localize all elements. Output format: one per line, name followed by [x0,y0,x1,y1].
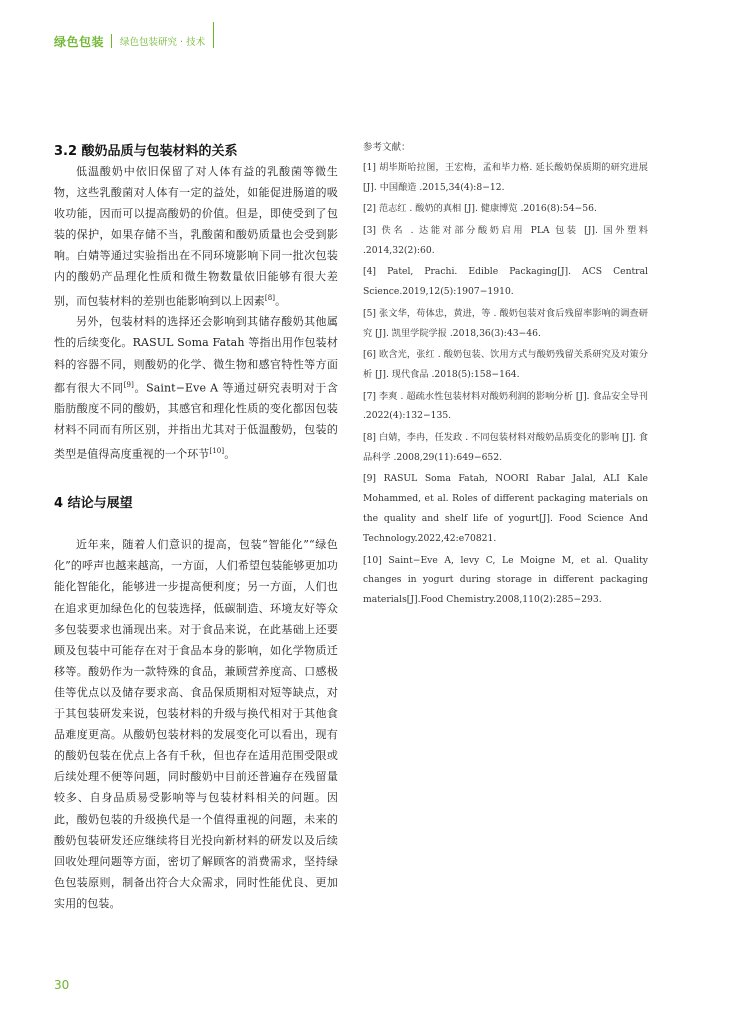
paragraph-2-end: 。 [224,447,236,461]
references-column [363,137,648,612]
references-title: 参考文献： [363,142,411,153]
reference-item: [6] 欧含光，张红 . 酸奶包装、饮用方式与酸奶残留关系研究及对策分析 [J]. 现代食品 .2018(5):158−164. [363,349,648,381]
section-heading-3-2: 3.2 酸奶品质与包装材料的关系 [54,144,238,159]
paragraph-2-middle: 。Saint−Eve A 等通过研究表明对于含脂肪酸度不同的酸奶，其感官和理化性质的变化都因包装材料不同而有所区别，并指出尤其对于低温酸奶，包装的类型是值得高度重视的一个环节 [54,381,338,461]
reference-item: [1] 胡毕斯哈拉图，王宏梅，孟和毕力格. 延长酸奶保质期的研究进展 [J]. 中国酿造 .2015,34(4):8−12. [363,162,648,193]
page-number: 30 [54,978,70,992]
citation-8: [8] [264,293,276,302]
reference-item: [7] 李爽 . 超疏水性包装材料对酸奶利润的影响分析 [J]. 食品安全导刊 .2022(4):132−135. [363,390,648,422]
section-heading-4: 4 结论与展望 [54,496,133,512]
running-header [54,31,205,51]
section-label: 绿色包装研究 · 技术 [120,37,206,48]
paragraph-2 [54,311,338,464]
reference-item: [9] RASUL Soma Fatah, NOORI Rabar Jalal, ALI Kale Mohammed, et al. Roles of different packaging materials on the quality and shelf life of yogurt[J]. Food Science And Technology.2022,42:e70821. [363,473,648,545]
citation-9: [9] [123,380,134,389]
reference-item: [4] Patel, Prachi. Edible Packaging[J]. ACS Central Science.2019,12(5):1907−1910. [363,266,648,298]
journal-logo: 绿色包装 [54,34,105,49]
header-rule [213,22,214,48]
paragraph-1-text: 低温酸奶中依旧保留了对人体有益的乳酸菌等微生物，这些乳酸菌对人体有一定的益处，如能促进肠道的吸收功能，因而可以提高酸奶的价值。但是，即使受到了包装的保护，如果存储不当，乳酸菌和酸奶质量也会受到影响。白婧等通过实验指出在不同环境影响下同一批次包装内的酸奶产品理化性质和微生物数量依旧能够有很大差别，而包装材料的差别也能影响到以上因素 [54,165,338,308]
reference-item: [5] 张文华，苟体忠，黄进，等 . 酸奶包装对食后残留率影响的调查研究 [J]. 凯里学院学报 .2018,36(3):43−46. [363,307,648,339]
reference-list [363,158,648,610]
paragraph-3: 近年来，随着人们意识的提高，包装“智能化”“绿色化”的呼声也越来越高，一方面，人们希望包装能够更加功能化智能化，能够进一步提高便利度；另一方面，人们也在追求更加绿色化的包装选择，低碳制造、环境友好等众多包装要求也涌现出来。对于食品来说，在此基础上还要顾及包装中可能存在对于食品本身的影响，如化学物质迁移等。酸奶作为一款特殊的食品，兼顾营养度高、口感极佳等优点以及储存要求高、食品保质期相对短等缺点，对于其包装研发来说，包装材料的升级与换代相对于其他食品难度更高。从酸奶包装材料的发展变化可以看出，现有的酸奶包装在优点上各有千秋，但也存在适用范围受限或后续处理不便等问题，同时酸奶中目前还普遍存在残留量较多、自身品质易受影响等与包装材料相关的问题。因此，酸奶包装的升级换代是一个值得重视的问题，未来的酸奶包装研发还应继续将目光投向新材料的研发以及后续回收处理问题等方面，密切了解顾客的消费需求，坚持绿色包装原则，制备出符合大众需求，同时性能优良、更加实用的包装。 [54,538,338,910]
reference-item: [8] 白婧，李冉，任发政 . 不同包装材料对酸奶品质变化的影响 [J]. 食品科学 .2008,29(11):649−652. [363,431,648,463]
reference-item: [3] 佚名 . 达能对部分酸奶启用 PLA 包装 [J]. 国外塑料 .2014,32(2):60. [363,224,648,256]
left-column [54,143,338,914]
paragraph-1-end: 。 [275,294,287,308]
reference-item: [2] 范志红 . 酸奶的真相 [J]. 健康博览 .2016(8):54−56. [363,203,597,215]
paragraph-1 [54,161,338,311]
header-divider [111,34,112,48]
reference-item: [10] Saint−Eve A, levy C, Le Moigne M, et al. Quality changes in yogurt during storage in different packaging materials[J].Food Chemistry.2008,110(2):285−293. [363,554,648,606]
paragraph-2-text: 另外，包装材料的选择还会影响到其储存酸奶其他属性的后续变化。RASUL Soma Fatah 等指出用作包装材料的容器不同，则酸奶的化学、微生物和感官特性等方面都有很大不同 [54,315,338,395]
citation-10: [10] [209,446,225,455]
